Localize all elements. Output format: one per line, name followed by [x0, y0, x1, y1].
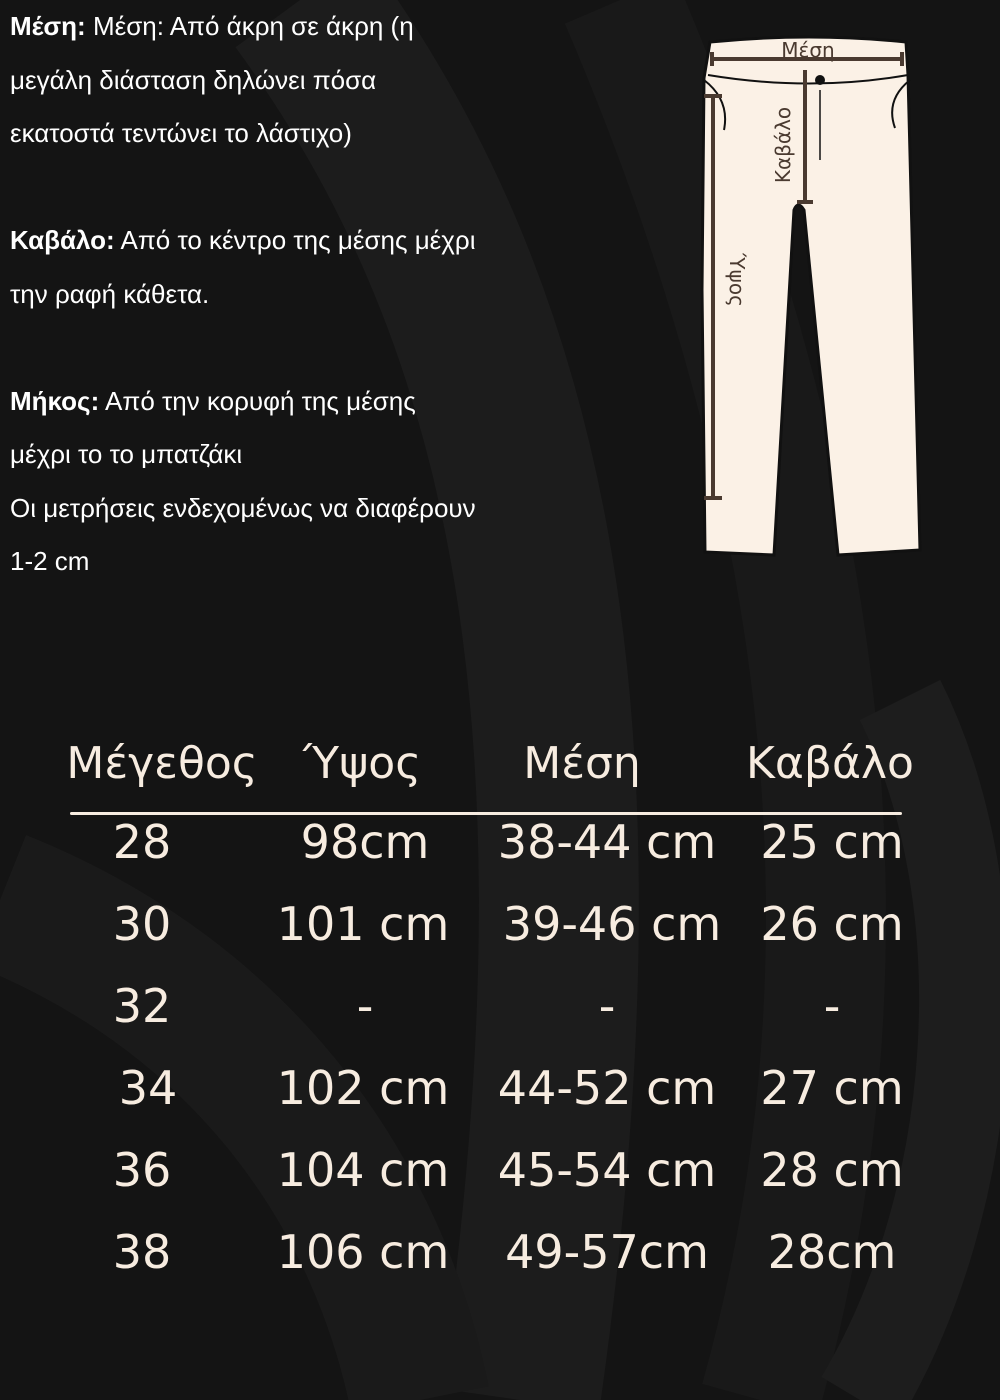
cell-height: 106 cm [276, 1225, 450, 1279]
cell-waist: 38-44 cm [497, 815, 717, 869]
cell-rise: 28 cm [760, 1143, 904, 1197]
length-note-text: Από την κορυφή της μέσης μέχρι το το μπατζάκι [10, 385, 416, 469]
rise-note-label: Καβάλο: [10, 225, 115, 255]
table-row [0, 812, 1000, 894]
cell-waist: - [598, 979, 616, 1033]
cell-height: 102 cm [276, 1061, 450, 1115]
cell-rise: 25 cm [760, 815, 904, 869]
diagram-height-label: Ύψος [725, 253, 749, 307]
cell-height: 101 cm [276, 897, 450, 951]
measurement-notes [10, 0, 480, 589]
table-row [0, 1058, 1000, 1140]
diagram-waist-label: Μέση [781, 38, 835, 62]
length-note-label: Μήκος: [10, 385, 100, 416]
cell-rise: 26 cm [760, 897, 904, 951]
pants-diagram [690, 30, 930, 570]
cell-rise: - [823, 979, 841, 1033]
table-row [0, 1140, 1000, 1222]
cell-height: 104 cm [276, 1143, 450, 1197]
cell-waist: 45-54 cm [497, 1143, 717, 1197]
diagram-rise-label: Καβάλο [771, 106, 795, 184]
header-height: Ύψος [302, 738, 422, 789]
cell-size: 38 [112, 1225, 172, 1279]
disclaimer-text: Οι μετρήσεις ενδεχομένως να διαφέρουν 1-2 cm [10, 492, 476, 576]
cell-height: - [356, 979, 374, 1033]
table-row [0, 1222, 1000, 1304]
length-note [10, 375, 480, 589]
cell-rise: 28cm [767, 1225, 897, 1279]
waist-note [10, 0, 480, 161]
cell-size: 36 [112, 1143, 172, 1197]
cell-size: 28 [112, 815, 172, 869]
cell-rise: 27 cm [760, 1061, 904, 1115]
rise-note [10, 214, 480, 321]
header-waist: Μέση [523, 738, 641, 789]
cell-size: 32 [112, 979, 172, 1033]
cell-height: 98cm [300, 815, 430, 869]
cell-size: 30 [112, 897, 172, 951]
cell-waist: 44-52 cm [497, 1061, 717, 1115]
waist-note-text: Μέση: Από άκρη σε άκρη (η μεγάλη διάσταση δηλώνει πόσα εκατοστά τεντώνει το λάστιχο) [10, 11, 414, 148]
waist-note-label: Μέση: [10, 11, 86, 41]
header-size: Μέγεθος [66, 738, 258, 789]
header-rise: Καβάλο [746, 738, 914, 789]
table-row [0, 976, 1000, 1058]
rise-note-text: Από το κέντρο της μέσης μέχρι την ραφή κάθετα. [10, 225, 476, 309]
cell-size: 34 [118, 1061, 178, 1115]
cell-waist: 49-57cm [505, 1225, 709, 1279]
button-icon [815, 75, 825, 85]
cell-waist: 39-46 cm [502, 897, 722, 951]
table-row [0, 894, 1000, 976]
